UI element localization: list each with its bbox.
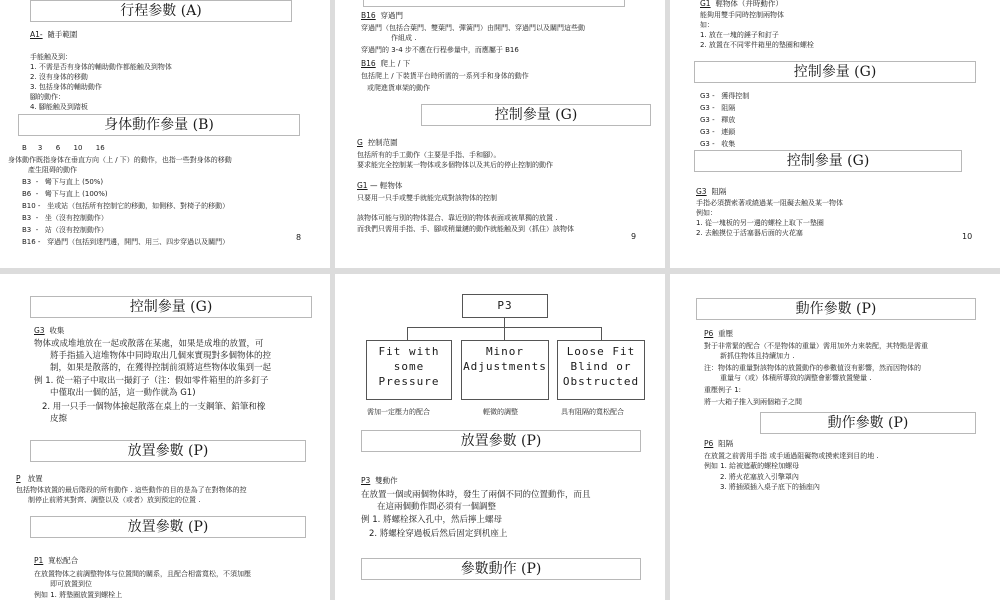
g3-title: 阻隔 <box>711 187 727 196</box>
reach-line-3: 3. 包括身体的輔助動作 <box>30 83 102 91</box>
page-number: 10 <box>962 232 973 241</box>
diagram-caption: 輕微的調整 <box>483 408 518 416</box>
p1-line: 例如 1. 將墊圈放置到螺栓上 <box>34 591 123 599</box>
title-placement: 放置參數 (P) <box>361 430 641 452</box>
title-control-b: 控制參量 (G) <box>694 150 962 172</box>
diagram-caption: 具有阻隔的寬松配合 <box>561 408 624 416</box>
title-action: 動作參數 (P) <box>696 298 976 320</box>
b-desc-1: 身体動作既指身体在垂直方向（上 / 下）的動作，也指一些對身体的移動 <box>8 156 232 164</box>
reach-line-2: 2. 沒有身体的移動 <box>30 73 88 81</box>
g3-item: G3 - 收集 <box>700 140 736 148</box>
g1-label: G1 <box>700 0 711 8</box>
slide-page-9 <box>335 0 665 268</box>
reach-line-1: 1. 不需是否有身体的輔助動作都能触及到物体 <box>30 63 172 71</box>
reach-line-0: 手能触及到： <box>30 53 72 61</box>
node-label: Adjustments <box>463 360 547 373</box>
g1-line: 只要用一只手或雙手就能完成對該物体的控制 <box>357 194 497 202</box>
title-body-motion: 身体動作參量 (B) <box>18 114 300 136</box>
g3-label: G3 <box>34 326 45 335</box>
b-item: B10 - 坐或站（包括所有控制它的移動，如側移、對椅子的移動） <box>22 202 230 210</box>
b16b-label: B16 <box>361 59 376 68</box>
g3-heading <box>34 325 64 336</box>
slide-page-12 <box>335 274 665 600</box>
b-values: B 3 6 10 16 <box>22 144 105 152</box>
diagram-caption: 需加一定壓力的配合 <box>367 408 430 416</box>
p-heading <box>16 473 43 484</box>
diagram-connector <box>407 327 408 340</box>
title-placement-2: 放置參數 (P) <box>30 516 306 538</box>
p-label: P <box>16 474 21 483</box>
title-cut-off <box>363 0 625 7</box>
title-control: 控制參量 (G) <box>421 104 651 126</box>
diagram-node-minor <box>461 340 549 400</box>
b16-title: 穿過門 <box>380 11 403 20</box>
diagram-node-loose <box>557 340 645 400</box>
b16-line: 穿過門（包括合葉門、雙葉門、彈簧門）由開門、穿過門以及關門這些動 <box>361 24 585 32</box>
g3-line: 手指必須撰索著或繞過某一阻礙去触及某一物体 <box>696 199 843 207</box>
title-travel-parameter: 行程参數 (A) <box>30 0 292 22</box>
p6-line: 新抓住物体且持續加力 . <box>720 352 795 360</box>
g3-item: G3 - 獲得控制 <box>700 92 750 100</box>
b-item: B6 - 彎下与直上 (100%) <box>22 190 108 198</box>
title-control: 控制參量 (G) <box>30 296 312 318</box>
g-label: G <box>357 138 363 147</box>
node-label: Obstructed <box>562 375 640 388</box>
b-item: B3 - 站（沒有控制動作） <box>22 226 108 234</box>
p3-line: 在放置一個或兩個物体時，發生了兩個不同的位置動作，而且 <box>361 490 591 500</box>
p-title: 放置 <box>27 474 43 483</box>
p-line: 制停止前將其對齊、調整以及（或者）放到預定的位置 . <box>28 496 201 504</box>
p1-label: P1 <box>34 556 44 565</box>
g1-line: 能夠用雙手同時控制兩物体 <box>700 11 784 19</box>
p6-heading <box>704 328 733 339</box>
g3-title: 收集 <box>49 326 65 335</box>
g-heading <box>357 137 398 148</box>
g1-label: G1 <box>357 181 368 190</box>
title-action-2: 動作參數 (P) <box>760 412 976 434</box>
g1-heading <box>700 0 783 9</box>
b16b-heading <box>361 58 410 69</box>
p6b-label: P6 <box>704 439 714 448</box>
p6b-line: 在放置之前需用手指 或手通過阻礙物或摸索達到目的地 . <box>704 452 879 460</box>
g1-line: 如： <box>700 21 714 29</box>
p6-line: 重壓例子 1: <box>704 386 742 394</box>
example-line: 例 1. 從一箱子中取出一撮釘子（注：假如零件箱里的許多釘子 <box>34 376 269 386</box>
g3-item: G3 - 釋放 <box>700 116 736 124</box>
node-label: Blind or <box>570 360 632 373</box>
p6-line: 注：物体的重量對該物体的放置動作的參數值沒有影響，然而因物体的 <box>704 364 921 372</box>
page-number: 8 <box>296 233 302 242</box>
p3-label: P3 <box>361 476 371 485</box>
g3-line: 將手指插入這堆物体中同時取出几個來實現對多個物体的控 <box>50 351 272 361</box>
b16-line: 穿過門的 3-4 步不應在行程參量中，而應屬于 B16 <box>361 46 519 54</box>
b16-line: 作組成 . <box>391 34 417 42</box>
g3-line: 制，如果是散落的，在獲得控制前須將這些物体收集到一起 <box>50 363 272 373</box>
example-line: 皮擦 <box>50 414 68 424</box>
reach-line-4: 腳的動作： <box>30 93 65 101</box>
slide-page-11 <box>0 274 330 600</box>
g1-title: 輕物体（并時動作） <box>715 0 783 8</box>
node-label: Minor <box>485 345 525 358</box>
p3-line: 在這兩個動作間必須有一個調整 <box>377 502 497 512</box>
slide-page-8 <box>0 0 330 268</box>
g-title: 控制范圍 <box>367 138 398 147</box>
page-number: 9 <box>631 232 637 241</box>
g1-line: 而我們只需用手指、手、腳或稍量鏈的動作就能触及到（抓住）該物体 <box>357 225 574 233</box>
title-motion: 參數動作 (P) <box>361 558 641 580</box>
p6b-heading <box>704 438 733 449</box>
node-label: Fit with some <box>378 345 440 373</box>
node-label: Pressure <box>378 375 440 388</box>
p1-heading <box>34 555 78 566</box>
p6b-title: 阻隔 <box>718 439 734 448</box>
p3-heading <box>361 475 398 486</box>
a1-label: A1- <box>30 30 43 39</box>
example-line: 2. 將螺栓穿過板后然后固定到机座上 <box>369 529 508 539</box>
b-item: B3 - 彎下与直上 (50%) <box>22 178 104 186</box>
g3-item: G3 - 連鎖 <box>700 128 736 136</box>
g1-title: — 輕物体 <box>369 181 403 190</box>
g-line: 包括所有的手工動作（主要是手指、手和腳）。 <box>357 151 501 159</box>
b-desc-2: 產生阻碍的動作 <box>28 166 77 174</box>
p6-line: 對于非常緊的配合（不是物体的重量）需用加外力來裝配，其特點是需重 <box>704 342 928 350</box>
g3-label: G3 <box>696 187 707 196</box>
p6b-line: 2. 將火花塞放入引擎罩內 <box>720 473 799 481</box>
reach-line-5: 4. 腳能触及到踏板 <box>30 103 88 111</box>
g3-line: 1. 從一塊板的另一邊的螺栓上取下一墊圈 <box>696 219 824 227</box>
g1-line: 2. 放置在不同零件箱里的墊圈和螺栓 <box>700 41 814 49</box>
g-line: 要求能完全控制某一物体或多個物体以及其后的停止控制的動作 <box>357 161 553 169</box>
b-item: B3 - 坐（沒有控制動作） <box>22 214 108 222</box>
p6-line: 重量与（或）体積所導致的調整會影響放置變量 . <box>720 374 872 382</box>
example-line: 中僅取出一個的話，這一動作就為 G1) <box>50 388 196 398</box>
b16-label: B16 <box>361 11 376 20</box>
p3-title: 雙動作 <box>375 476 398 485</box>
p6-label: P6 <box>704 329 714 338</box>
g1-line: 1. 放在一塊的錘子和釘子 <box>700 31 779 39</box>
a1-text: 隨手範圍 <box>47 30 78 39</box>
p6b-line: 例如 1. 給被遮蔽的螺栓加螺母 <box>704 462 800 470</box>
g3-line: 物体或成堆地放在一起或散落在某處，如果是成堆的放置，可 <box>34 339 264 349</box>
slide-page-10 <box>670 0 1000 268</box>
title-control-a: 控制參量 (G) <box>694 61 976 83</box>
g1-heading <box>357 180 402 191</box>
b16b-line: 或爬進貨車架的動作 <box>367 84 430 92</box>
slide-page-13 <box>670 274 1000 600</box>
example-line: 例 1. 將螺栓探入孔中，然后擰上螺母 <box>361 515 503 525</box>
example-line: 2. 用一只手一個物体撿起散落在桌上的一支鋼筆、鉛筆和橡 <box>42 402 266 412</box>
diagram-node-pressure <box>366 340 452 400</box>
g3-heading <box>696 186 726 197</box>
g3-line: 例如： <box>696 209 717 217</box>
g3-line: 2. 去触摸位于活塞器后面的火花塞 <box>696 229 803 237</box>
node-label: Loose Fit <box>566 345 636 358</box>
diagram-root-node: P3 <box>462 294 548 318</box>
title-placement: 放置參數 (P) <box>30 440 306 462</box>
a1-heading <box>30 29 77 40</box>
b16b-line: 包括爬上 / 下裝貨平台時所需的一系列手和身体的動作 <box>361 72 529 80</box>
diagram-connector <box>504 317 505 327</box>
g1-line: 該物体可能与別的物体混合、靠近別的物体表面或被單獨的放置 . <box>357 214 558 222</box>
g3-item: G3 - 阻隔 <box>700 104 736 112</box>
b16b-title: 爬上 / 下 <box>380 59 411 68</box>
p1-title: 寬松配合 <box>48 556 79 565</box>
p6-title: 重壓 <box>718 329 734 338</box>
b-item: B16 - 穿過門（包括到達門邊，開門、用三、四步穿過以及關門） <box>22 238 230 246</box>
diagram-connector <box>601 327 602 340</box>
p6-line: 將一大箱子推入到兩個箱子之間 <box>704 398 802 406</box>
b16-heading <box>361 10 403 21</box>
p6b-line: 3. 將插頭插入桌子底下的插座內 <box>720 483 820 491</box>
p1-line: 在放置物体之前調整物体与位置間的關系，且配合相當寬松，不須加壓 <box>34 570 251 578</box>
p1-line: 即可放置到位 <box>50 580 92 588</box>
diagram-connector <box>504 327 505 340</box>
p-line: 包括物体放置的最后階段的所有動作 . 這些動作的目的是為了在對物体的控 <box>16 486 247 494</box>
